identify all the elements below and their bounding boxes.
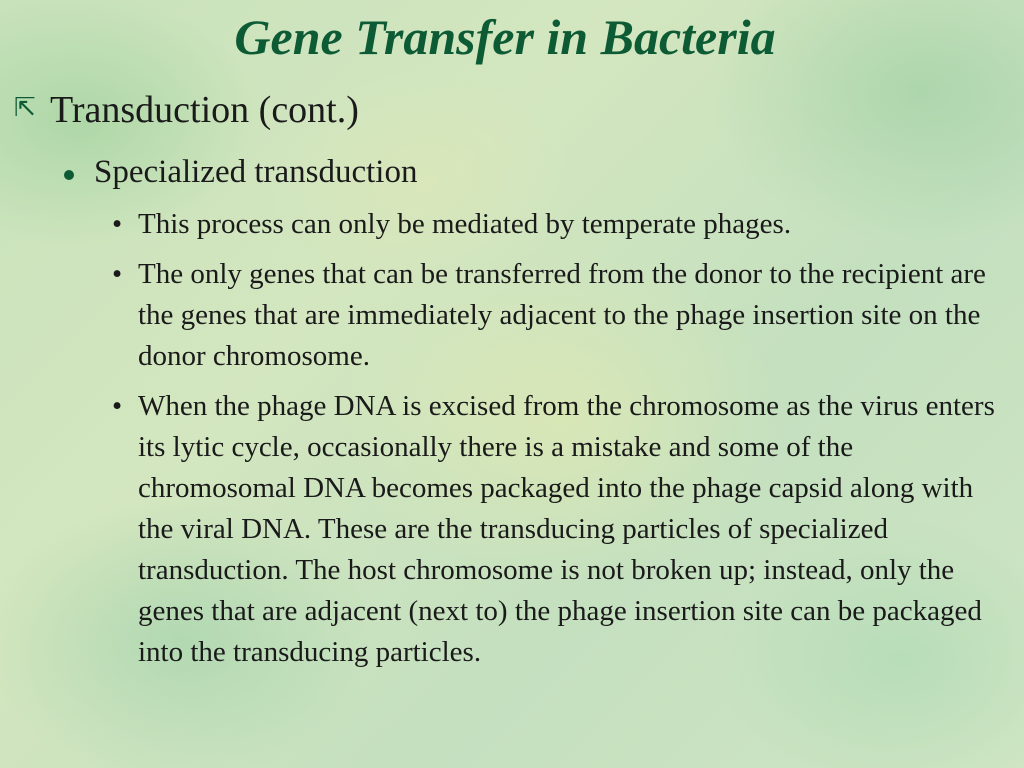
arrow-up-left-icon: ⇱	[14, 93, 36, 123]
bullet-level2-text: Specialized transduction	[94, 154, 418, 190]
list-item-text: This process can only be mediated by temperate phages.	[138, 208, 792, 240]
list-item	[112, 386, 1012, 673]
list-item	[112, 254, 1012, 377]
bullet-icon: •	[112, 390, 123, 422]
list-item	[112, 204, 1012, 245]
slide-title: Gene Transfer in Bacteria	[234, 9, 776, 65]
bullet-icon: •	[112, 208, 123, 240]
bullet-level1-text: Transduction (cont.)	[50, 89, 359, 131]
bullet-dot-icon	[64, 170, 74, 180]
bullet-icon: •	[112, 258, 123, 290]
bullet-level3-list	[112, 204, 1012, 682]
list-item-text: When the phage DNA is excised from the chromosome as the virus enters its lytic cycle, occasionally there is a mistake and some of the chromosomal DNA becomes packaged into the phage capsid along with the viral DNA. These are the transducing particles of specialized transduction. The host chromosome is not broken up; instead, only the genes that are adjacent (next to) the phage insertion site can be packaged into the transducing particles.	[138, 390, 995, 668]
list-item-text: The only genes that can be transferred from the donor to the recipient are the genes that are immediately adjacent to the phage insertion site on the donor chromosome.	[138, 258, 986, 372]
